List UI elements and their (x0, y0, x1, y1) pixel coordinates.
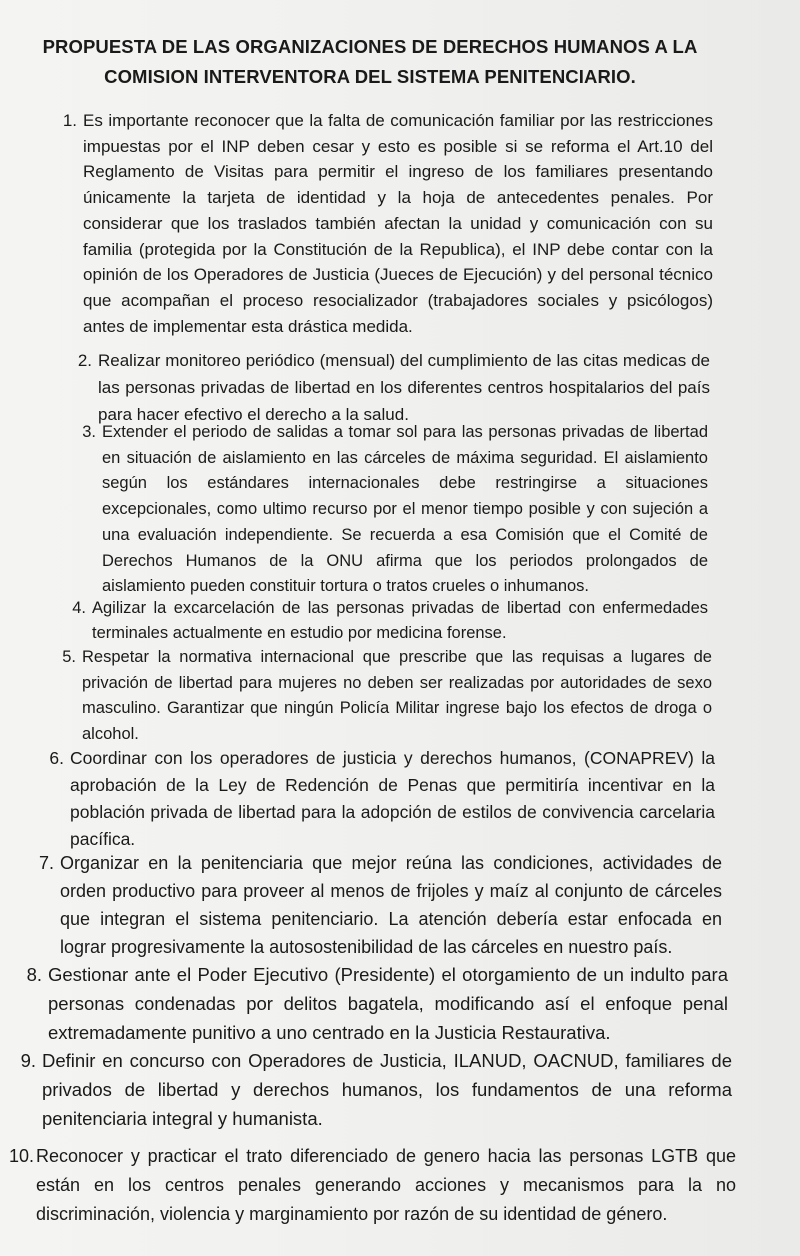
list-item-number: 1. (62, 111, 77, 130)
list-item (38, 849, 722, 961)
list-item (82, 420, 708, 600)
list-item (8, 1142, 736, 1229)
list-item-number: 9. (20, 1050, 36, 1071)
list-item-number: 4. (72, 599, 86, 617)
list-item (49, 745, 715, 853)
list-item-text: Definir en concurso con Operadores de Justicia, ILANUD, OACNUD, familiares de privados de libertad y derechos humanos, los fundamentos de una reforma penitenciaria integral y humanista. (42, 1050, 732, 1129)
list-item-number: 2. (77, 351, 92, 370)
list-item-number: 8. (26, 964, 42, 985)
list-item (62, 108, 713, 339)
list-item-text: Realizar monitoreo periódico (mensual) del cumplimiento de las citas medicas de las personas privadas de libertad en los diferentes centros hospitalarios del país para hacer efectivo el derecho a la salud. (98, 351, 710, 424)
list-item (72, 596, 708, 646)
list-item (26, 960, 728, 1047)
list-item (20, 1046, 732, 1133)
list-item-number: 10. (8, 1146, 34, 1166)
list-item-text: Respetar la normativa internacional que prescribe que las requisas a lugares de privación de libertad para mujeres no deben ser realizadas por autoridades de sexo masculino. Garantizar que ningún Policía Militar ingrese bajo los efectos de droga o alcohol. (82, 648, 712, 743)
document-title: PROPUESTA DE LAS ORGANIZACIONES DE DERECHOS HUMANOS A LA COMISION INTERVENTORA DEL SISTEMA PENITENCIARIO. (42, 36, 698, 87)
list-item-number: 6. (49, 748, 64, 768)
list-item-text: Es importante reconocer que la falta de comunicación familiar por las restricciones impuestas por el INP deben cesar y esto es posible si se reforma el Art.10 del Reglamento de Visitas para permitir el ingreso de los familiares presentando únicamente la tarjeta de identidad y la hoja de antecedentes penales. Por considerar que los traslados también afectan la unidad y comunicación con su familia (protegida por la Constitución de la Republica), el INP debe contar con la opinión de los Operadores de Justicia (Jueces de Ejecución) y del personal técnico que acompañan el proceso resocializador (trabajadores sociales y psicólogos) antes de implementar esta drástica medida. (83, 111, 713, 336)
list-item-text: Gestionar ante el Poder Ejecutivo (Presidente) el otorgamiento de un indulto para personas condenadas por delitos bagatela, modificando así el enfoque penal extremadamente punitivo a uno centrado en la Justicia Restaurativa. (48, 964, 728, 1043)
list-item-text: Reconocer y practicar el trato diferenciado de genero hacia las personas LGTB que están en los centros penales generando acciones y mecanismos para la no discriminación, violencia y marginamiento por razón de su identidad de género. (36, 1146, 736, 1224)
list-item (77, 347, 710, 428)
list-item-number: 7. (38, 853, 54, 873)
list-item-text: Organizar en la penitenciaria que mejor reúna las condiciones, actividades de orden productivo para proveer al menos de frijoles y maíz al conjunto de cárceles que integran el sistema penitenciario. La atención debería estar enfocada en lograr progresivamente la autosostenibilidad de las cárceles en nuestro país. (60, 853, 722, 957)
list-item-number: 5. (62, 648, 76, 666)
list-item-text: Coordinar con los operadores de justicia y derechos humanos, (CONAPREV) la aprobación de la Ley de Redención de Penas que permitiría incentivar en la población privada de libertad para la adopción de estilos de convivencia carcelaria pacífica. (70, 748, 715, 849)
list-item-number: 3. (82, 423, 96, 441)
list-item-text: Agilizar la excarcelación de las personas privadas de libertad con enfermedades terminales actualmente en estudio por medicina forense. (92, 599, 708, 642)
list-item-text: Extender el periodo de salidas a tomar sol para las personas privadas de libertad en situación de aislamiento en las cárceles de máxima seguridad. El aislamiento según los estándares internacionales debe restringirse a situaciones excepcionales, como ultimo recurso por el menor tiempo posible y con sujeción a una evaluación independiente. Se recuerda a esa Comisión que el Comité de Derechos Humanos de la ONU afirma que los periodos prolongados de aislamiento pueden constituir tortura o tratos crueles o inhumanos. (102, 423, 708, 596)
list-item (62, 645, 712, 747)
